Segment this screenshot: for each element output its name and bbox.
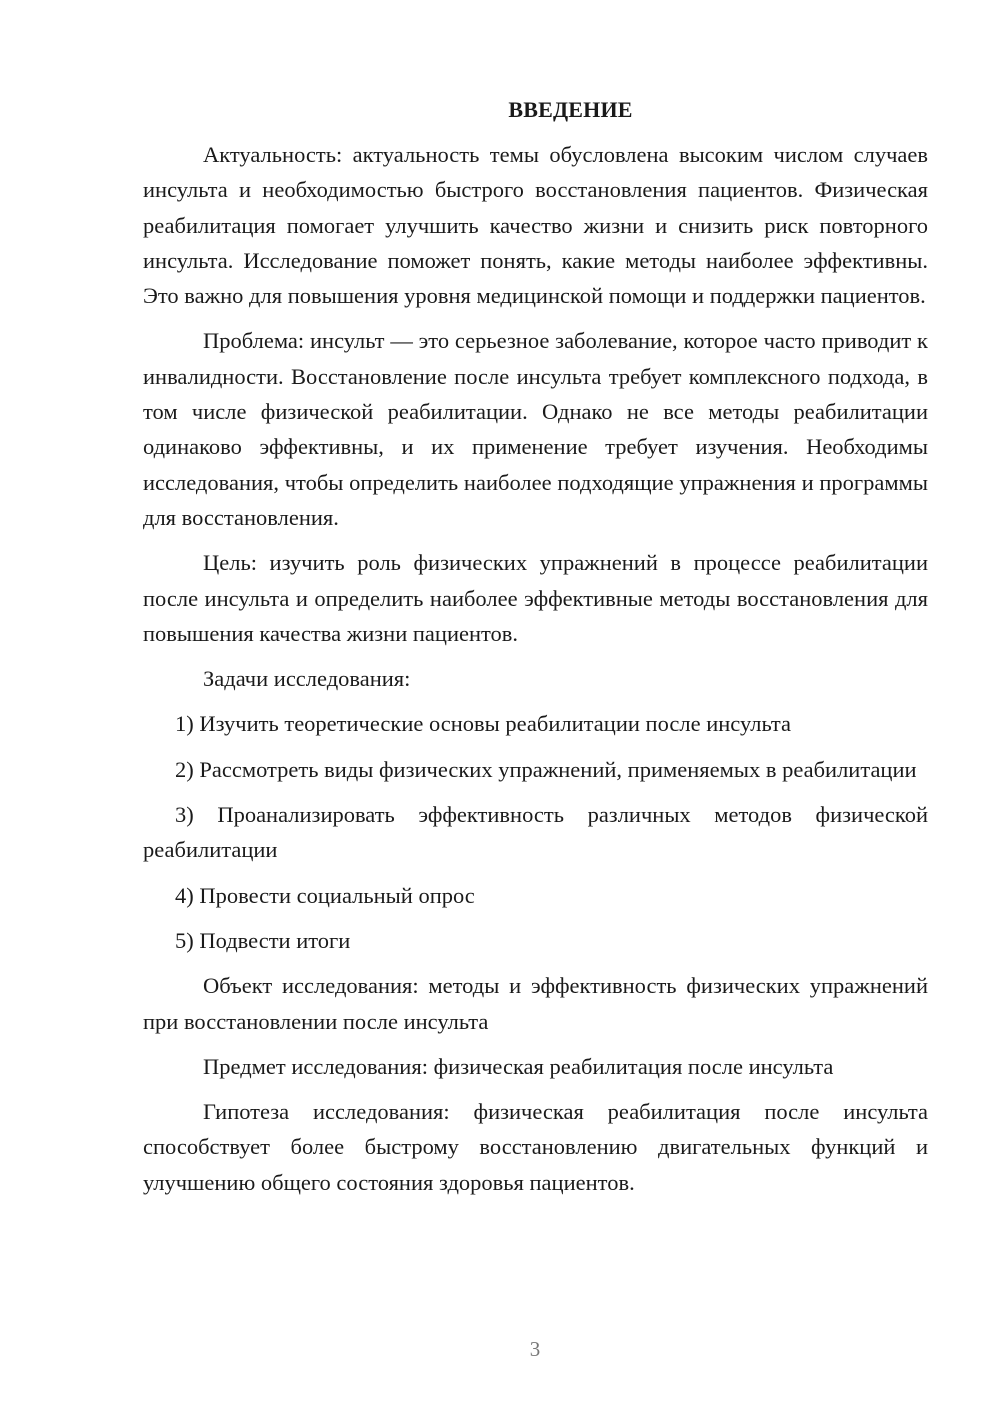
paragraph-subject: Предмет исследования: физическая реабилитация после инсульта — [203, 1053, 834, 1079]
task-item-1: 1) Изучить теоретические основы реабилитации после инсульта — [175, 711, 791, 737]
paragraph-goal: Цель: изучить роль физических упражнений в процессе реабилитации после инсульта и определить наиболее эффективные методы восстановления для повышения качества жизни пациентов. — [143, 550, 928, 646]
paragraph-problem: Проблема: инсульт — это серьезное заболевание, которое часто приводит к инвалидности. Восстановление после инсульта требует комплексного подхода, в том числе физической реабилитации. Однако не все методы реабилитации одинаково эффективны, и их применение требует изучения. Необходимы исследования, чтобы определить наиболее подходящие упражнения и программы для восстановления. — [143, 328, 928, 530]
paragraph-hypothesis: Гипотеза исследования: физическая реабилитация после инсульта способствует более быстрому восстановлению двигательных функций и улучшению общего состояния здоровья пациентов. — [143, 1099, 928, 1195]
paragraph-tasks-intro: Задачи исследования: — [203, 666, 411, 692]
task-item-5: 5) Подвести итоги — [175, 927, 351, 953]
task-item-2: 2) Рассмотреть виды физических упражнений, применяемых в реабилитации — [175, 756, 917, 782]
task-item-3: 3) Проанализировать эффективность различных методов физической реабилитации — [143, 802, 928, 863]
paragraph-object: Объект исследования: методы и эффективность физических упражнений при восстановлении после инсульта — [143, 973, 928, 1034]
page-content — [143, 92, 928, 1210]
task-item-4: 4) Провести социальный опрос — [175, 882, 475, 908]
section-heading: ВВЕДЕНИЕ — [508, 97, 633, 122]
paragraph-relevance: Актуальность: актуальность темы обусловлена высоким числом случаев инсульта и необходимостью быстрого восстановления пациентов. Физическая реабилитация помогает улучшить качество жизни и снизить риск повторного инсульта. Исследование поможет понять, какие методы наиболее эффективны. Это важно для повышения уровня медицинской помощи и поддержки пациентов. — [143, 142, 928, 309]
page-number: 3 — [529, 1337, 541, 1361]
